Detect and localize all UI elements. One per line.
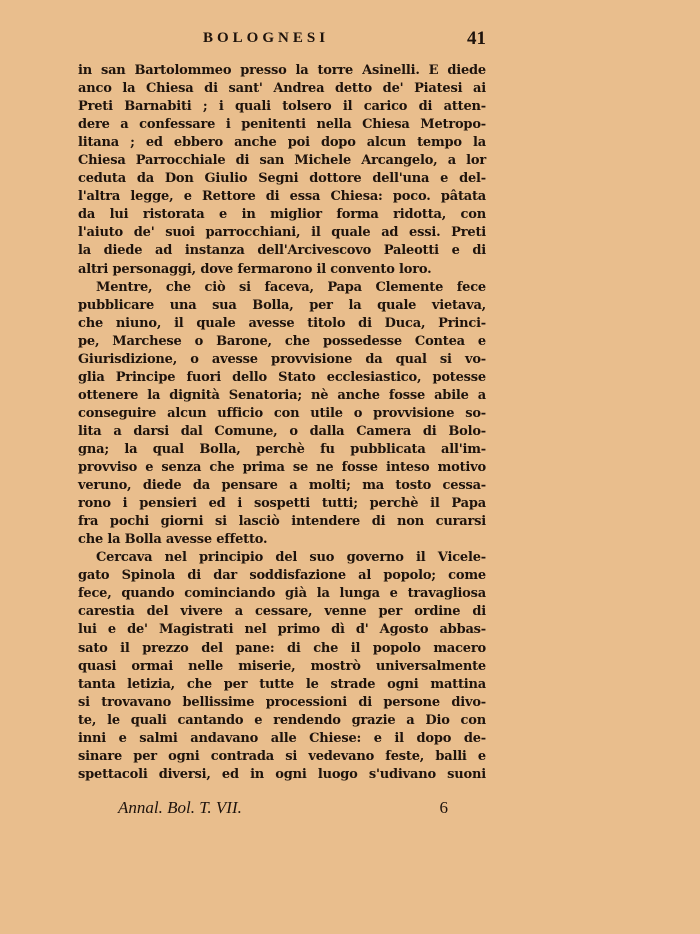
text-line: pe, Marchese o Barone, che possedesse Contea e — [78, 333, 486, 349]
text-line: glia Principe fuori dello Stato ecclesiastico, potesse — [78, 369, 486, 385]
running-title: BOLOGNESI — [203, 30, 330, 46]
text-line: da lui ristorata e in miglior forma ridotta, con — [78, 207, 486, 223]
text-line: inni e salmi andavano alle Chiese: e il dopo de- — [78, 730, 486, 746]
text-line: Chiesa Parrocchiale di san Michele Arcangelo, a lor — [78, 153, 486, 169]
text-line: sinare per ogni contrada si vedevano feste, balli e — [78, 748, 486, 764]
signature-number: 6 — [439, 798, 448, 817]
text-line: ceduta da Don Giulio Segni dottore dell'una e del- — [78, 171, 486, 187]
text-line: fece, quando cominciando già la lunga e travagliosa — [78, 586, 486, 602]
text-line: pubblicare una sua Bolla, per la quale vietava, — [78, 297, 486, 313]
signature-mark: Annal. Bol. T. VII. — [118, 798, 242, 817]
page-number: 41 — [467, 28, 486, 49]
text-line: l'altra legge, e Rettore di essa Chiesa: poco. pâtata — [78, 189, 486, 205]
text-line: litana ; ed ebbero anche poi dopo alcun tempo la — [78, 135, 486, 151]
text-line: te, le quali cantando e rendendo grazie a Dio con — [78, 712, 486, 728]
text-line: ottenere la dignità Senatoria; nè anche fosse abile a — [78, 387, 486, 403]
text-line: veruno, diede da pensare a molti; ma tosto cessa- — [78, 478, 486, 494]
text-line: tanta letizia, che per tutte le strade ogni mattina — [78, 676, 486, 692]
text-line: provviso e senza che prima se ne fosse inteso motivo — [78, 460, 486, 476]
text-line: rono i pensieri ed i sospetti tutti; perchè il Papa — [78, 496, 486, 512]
text-line: che la Bolla avesse effetto. — [78, 532, 268, 548]
signature-line — [118, 798, 448, 820]
text-line: quasi ormai nelle miserie, mostrò universalmente — [78, 658, 486, 674]
running-head — [78, 30, 486, 52]
text-line: la diede ad instanza dell'Arcivescovo Paleotti e di — [78, 243, 486, 259]
text-line: Preti Barnabiti ; i quali tolsero il carico di atten- — [78, 99, 486, 115]
body-text — [78, 62, 486, 784]
text-line: dere a confessare i penitenti nella Chiesa Metropo- — [78, 117, 486, 133]
text-line: carestia del vivere a cessare, venne per ordine di — [78, 604, 486, 620]
text-line: fra pochi giorni si lasciò intendere di non curarsi — [78, 514, 486, 530]
text-line: lui e de' Magistrati nel primo dì d' Agosto abbas- — [78, 622, 486, 638]
text-line: l'aiuto de' suoi parrocchiani, il quale ad essi. Preti — [78, 225, 486, 241]
text-line: Giurisdizione, o avesse provvisione da qual si vo- — [78, 351, 486, 367]
text-line: lita a darsi dal Comune, o dalla Camera di Bolo- — [78, 423, 486, 439]
text-line: Cercava nel principio del suo governo il Vicele- — [96, 550, 486, 566]
text-line: anco la Chiesa di sant' Andrea detto de' Piatesi ai — [78, 81, 486, 97]
text-line: spettacoli diversi, ed in ogni luogo s'udivano suoni — [78, 766, 486, 782]
text-line: gato Spinola di dar soddisfazione al popolo; come — [78, 568, 486, 584]
text-line: si trovavano bellissime processioni di persone divo- — [78, 694, 486, 710]
text-line: in san Bartolommeo presso la torre Asinelli. E diede — [78, 63, 486, 78]
text-line: che niuno, il quale avesse titolo di Duca, Princi- — [78, 315, 486, 331]
text-line: Mentre, che ciò si faceva, Papa Clemente fece — [96, 279, 486, 295]
text-line: gna; la qual Bolla, perchè fu pubblicata all'im- — [78, 441, 486, 457]
text-line: sato il prezzo del pane: di che il popolo macero — [78, 640, 486, 656]
text-line: altri personaggi, dove fermarono il convento loro. — [78, 261, 432, 277]
text-line: conseguire alcun ufficio con utile o provvisione so- — [78, 405, 486, 421]
